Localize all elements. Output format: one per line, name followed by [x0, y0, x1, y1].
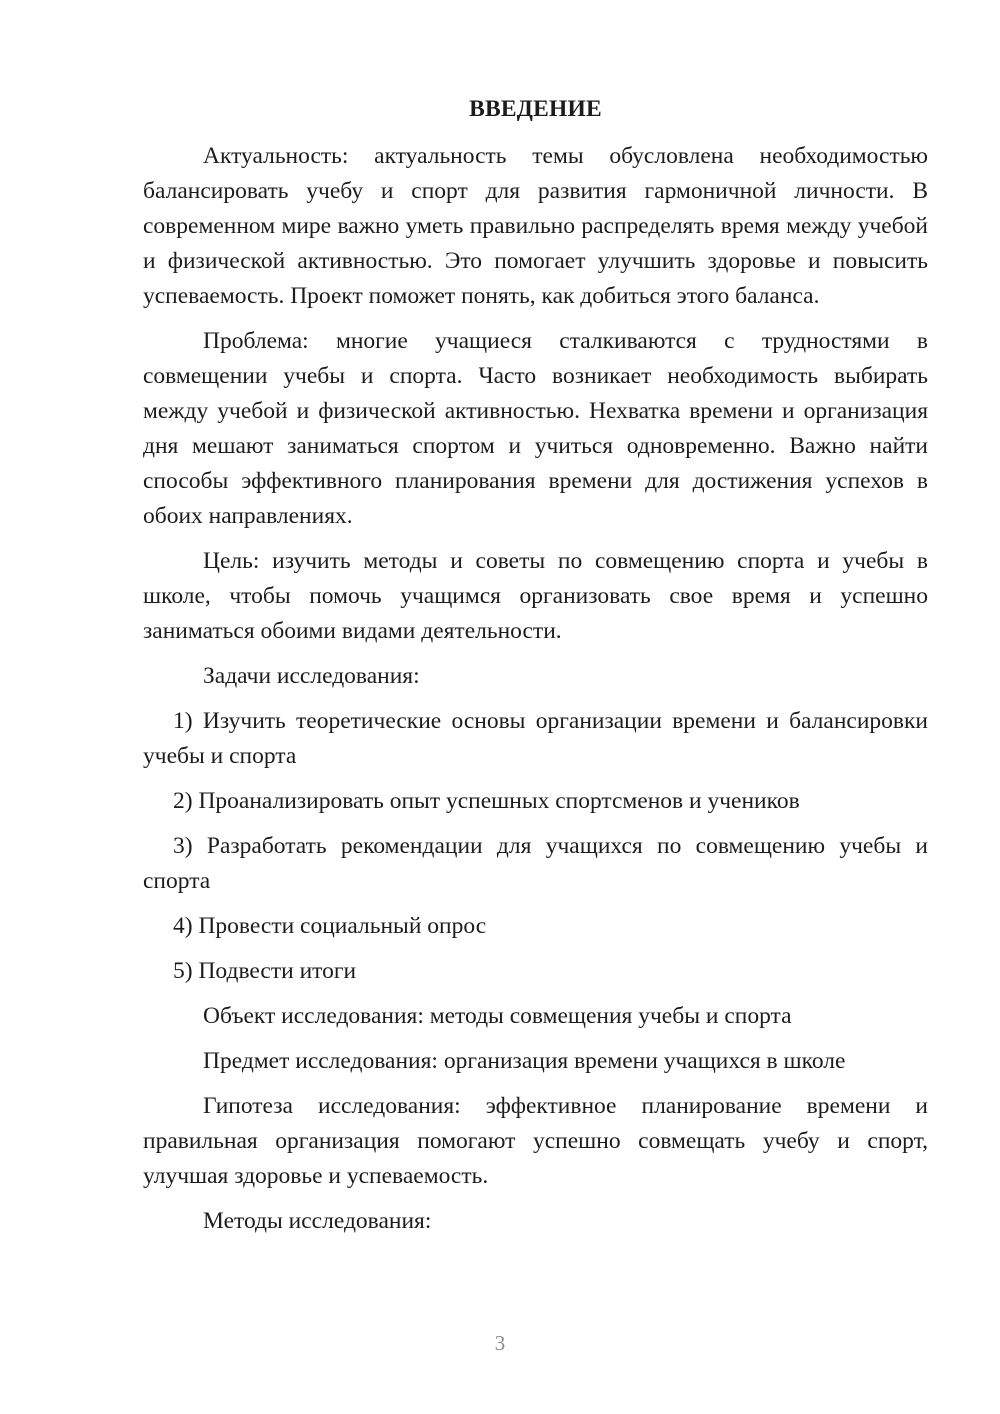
paragraph-tasks-heading: Задачи исследования:	[203, 663, 420, 689]
page-title: ВВЕДЕНИЕ	[469, 96, 602, 122]
paragraph-object: Объект исследования: методы совмещения учебы и спорта	[203, 1003, 792, 1029]
paragraph-relevance: Актуальность: актуальность темы обусловлена необходимостью балансировать учебу и спорт для развития гармоничной личности. В современном мире важно уметь правильно распределять время между учебой и физической активностью. Это помогает улучшить здоровье и повысить успеваемость. Проект поможет понять, как добиться этого баланса.	[143, 143, 928, 309]
task-item: 4) Провести социальный опрос	[173, 913, 487, 939]
paragraph-hypothesis: Гипотеза исследования: эффективное планирование времени и правильная организация помогают успешно совмещать учебу и спорт, улучшая здоровье и успеваемость.	[143, 1093, 928, 1189]
task-item: 5) Подвести итоги	[173, 958, 357, 984]
task-item: 1) Изучить теоретические основы организации времени и балансировки учебы и спорта	[143, 708, 928, 769]
paragraph-subject: Предмет исследования: организация времени учащихся в школе	[203, 1048, 846, 1074]
task-item: 3) Разработать рекомендации для учащихся по совмещению учебы и спорта	[143, 833, 928, 894]
paragraph-goal: Цель: изучить методы и советы по совмещению спорта и учебы в школе, чтобы помочь учащимся организовать свое время и успешно заниматься обоими видами деятельности.	[143, 548, 928, 644]
paragraph-methods-heading: Методы исследования:	[203, 1208, 432, 1234]
paragraph-problem: Проблема: многие учащиеся сталкиваются с трудностями в совмещении учебы и спорта. Часто возникает необходимость выбирать между учебой и физической активностью. Нехватка времени и организация дня мешают заниматься спортом и учиться одновременно. Важно найти способы эффективного планирования времени для достижения успехов в обоих направлениях.	[143, 328, 928, 529]
task-item: 2) Проанализировать опыт успешных спортсменов и учеников	[173, 788, 800, 814]
page-number: 3	[494, 1331, 506, 1355]
